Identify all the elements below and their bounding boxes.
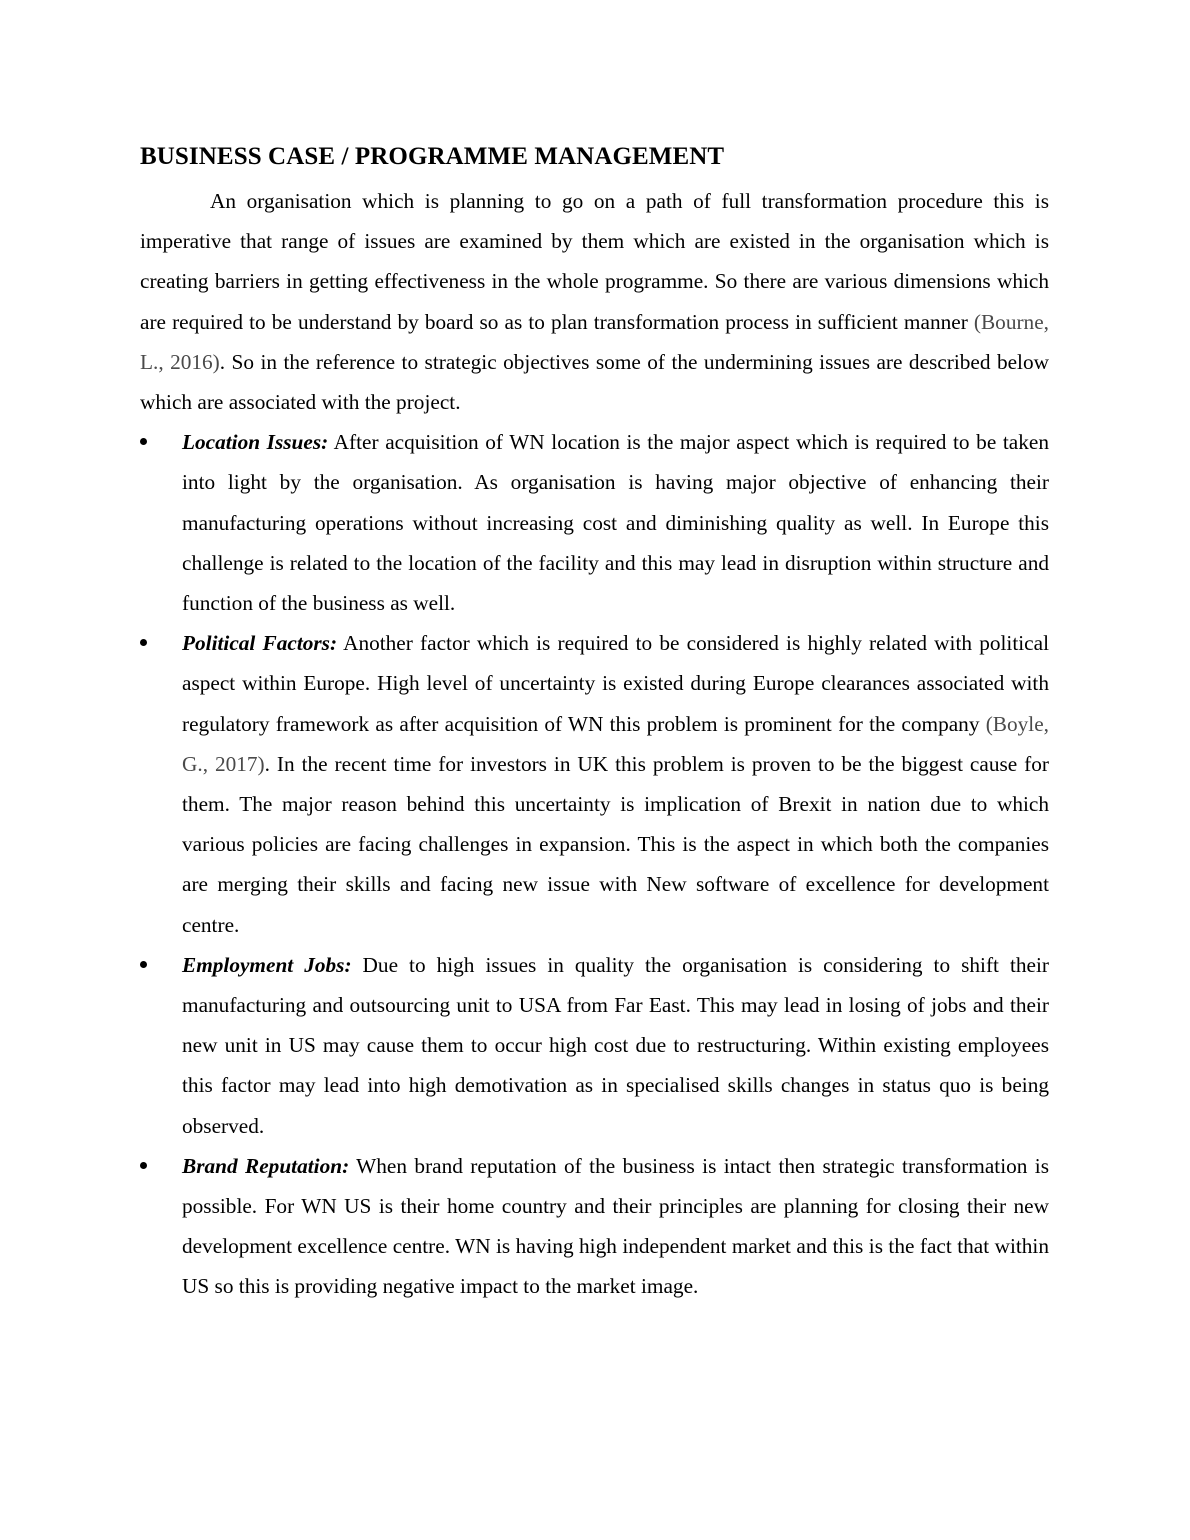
- list-item-employment-jobs: [140, 945, 1049, 1146]
- bullet-term: Location Issues:: [182, 430, 329, 455]
- page-heading: BUSINESS CASE / PROGRAMME MANAGEMENT: [140, 143, 725, 170]
- bullet-term: Employment Jobs:: [182, 952, 352, 977]
- intro-text-part1: An organisation which is planning to go on a path of full transformation procedure this is imperative that range of issues are examined by them which are existed in the organisation which is creating barriers in getting effectiveness in the whole programme. So there are various dimensions which are required to be understand by board so as to plan transformation process in sufficient manner: [140, 189, 1049, 334]
- bullet-citation: (Boyle, G., 2017): [182, 711, 1049, 776]
- bullet-icon: [140, 961, 147, 968]
- intro-text-part2: . So in the reference to strategic objectives some of the undermining issues are described below which are associated with the project.: [140, 349, 1049, 415]
- bullet-term: Political Factors:: [182, 631, 338, 656]
- bullet-icon: [140, 1162, 147, 1169]
- list-item-brand-reputation: [140, 1146, 1049, 1307]
- document-page: [140, 139, 1049, 1307]
- bullet-icon: [140, 639, 147, 646]
- list-item-political-factors: [140, 623, 1049, 945]
- bullet-text: After acquisition of WN location is the major aspect which is required to be taken into light by the organisation. As organisation is having major objective of enhancing their manufacturing operations without increasing cost and diminishing quality as well. In Europe this challenge is related to the location of the facility and this may lead in disruption within structure and function of the business as well.: [182, 430, 1049, 616]
- bullet-icon: [140, 438, 147, 445]
- bullet-text-continued: . In the recent time for investors in UK this problem is proven to be the biggest cause for them. The major reason behind this uncertainty is implication of Brexit in nation due to which various policies are facing challenges in expansion. This is the aspect in which both the companies are merging their skills and facing new issue with New software of excellence for development centre.: [182, 751, 1049, 937]
- list-item-location-issues: [140, 422, 1049, 623]
- bullet-text: Another factor which is required to be considered is highly related with political aspect within Europe. High level of uncertainty is existed during Europe clearances associated with regulatory framework as after acquisition of WN this problem is prominent for the company: [182, 631, 1049, 736]
- intro-paragraph: [140, 181, 1049, 422]
- bullet-text: Due to high issues in quality the organisation is considering to shift their manufacturing and outsourcing unit to USA from Far East. This may lead in losing of jobs and their new unit in US may cause them to occur high cost due to restructuring. Within existing employees this factor may lead into high demotivation as in specialised skills changes in status quo is being observed.: [182, 952, 1049, 1138]
- bullet-term: Brand Reputation:: [182, 1153, 350, 1178]
- issues-list: [140, 422, 1049, 1306]
- intro-citation: (Bourne, L., 2016): [140, 309, 1049, 374]
- bullet-text: When brand reputation of the business is intact then strategic transformation is possible. For WN US is their home country and their principles are planning for closing their new development excellence centre. WN is having high independent market and this is the fact that within US so this is providing negative impact to the market image.: [182, 1153, 1050, 1299]
